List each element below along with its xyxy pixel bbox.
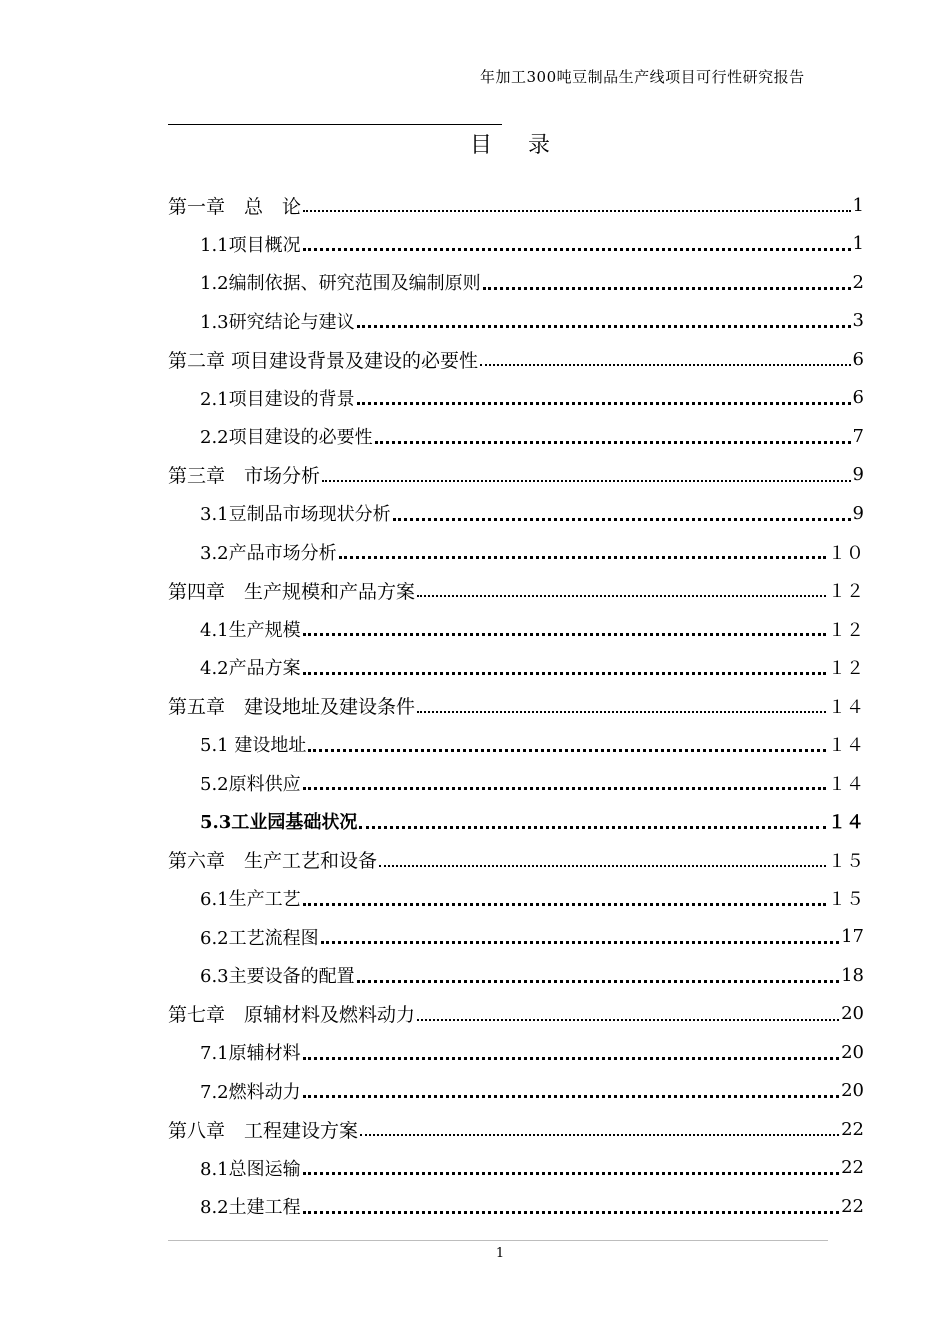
toc-entry-page: 9 — [852, 502, 864, 524]
toc-entry-page: 1 — [852, 194, 864, 216]
toc-section-entry[interactable] — [168, 225, 864, 264]
toc-entry-page: １０ — [828, 542, 864, 564]
toc-entry-page: 22 — [841, 1118, 864, 1140]
dot-leader — [322, 480, 851, 482]
toc-entry-page: 22 — [841, 1157, 864, 1179]
toc-entry-title: 5.3工业园基础状况 — [200, 812, 358, 834]
dot-leader — [359, 826, 826, 829]
page-number: 1 — [495, 1246, 505, 1261]
toc-entry-title: 3.2产品市场分析 — [200, 542, 337, 564]
toc-section-entry[interactable] — [168, 648, 864, 687]
dot-leader — [357, 402, 851, 405]
toc-section-entry[interactable] — [168, 918, 864, 957]
dot-leader — [417, 1019, 839, 1021]
toc-entry-title: 第二章 项目建设背景及建设的必要性 — [168, 349, 479, 372]
dot-leader — [379, 865, 826, 867]
toc-entry-title: 4.1生产规模 — [200, 619, 301, 641]
dot-leader — [339, 556, 826, 559]
toc-entry-title: 8.2土建工程 — [200, 1197, 301, 1219]
toc-entry-title: 7.2燃料动力 — [200, 1081, 301, 1103]
dot-leader — [417, 595, 826, 597]
toc-entry-page: 1 — [852, 233, 864, 255]
toc-section-entry[interactable] — [168, 956, 864, 995]
toc-entry-page: １４ — [828, 696, 864, 718]
toc-entry-title: 第四章 生产规模和产品方案 — [168, 580, 416, 603]
toc-entry-title: 7.1原辅材料 — [200, 1043, 301, 1065]
table-of-contents — [168, 186, 864, 1226]
toc-entry-title: 4.2产品方案 — [200, 658, 301, 680]
toc-section-entry[interactable] — [168, 764, 864, 803]
running-header: 年加工300吨豆制品生产线项目可行性研究报告 — [480, 68, 805, 86]
dot-leader — [357, 325, 851, 328]
toc-chapter-entry[interactable] — [168, 841, 864, 880]
toc-entry-title: 1.3研究结论与建议 — [200, 311, 355, 333]
toc-entry-page: 3 — [852, 310, 864, 332]
dot-leader — [321, 941, 839, 944]
toc-section-entry[interactable] — [168, 879, 864, 918]
dot-leader — [303, 210, 851, 212]
toc-entry-page: 6 — [852, 387, 864, 409]
toc-title: 目录 — [469, 133, 586, 158]
toc-entry-page: 9 — [852, 464, 864, 486]
toc-chapter-entry[interactable] — [168, 687, 864, 726]
toc-chapter-entry[interactable] — [168, 456, 864, 495]
toc-entry-page: １２ — [828, 658, 864, 680]
header-divider — [168, 124, 502, 125]
toc-entry-page: １４ — [828, 812, 864, 834]
toc-entry-title: 2.1项目建设的背景 — [200, 388, 355, 410]
toc-entry-page: 17 — [841, 926, 864, 948]
dot-leader — [393, 518, 851, 521]
toc-section-entry[interactable] — [168, 417, 864, 456]
toc-entry-title: 6.1生产工艺 — [200, 889, 301, 911]
dot-leader — [375, 441, 851, 444]
toc-section-entry[interactable] — [168, 494, 864, 533]
dot-leader — [360, 1134, 839, 1136]
toc-entry-page: 20 — [841, 1041, 864, 1063]
toc-section-entry[interactable] — [168, 1072, 864, 1111]
toc-entry-title: 6.3主要设备的配置 — [200, 966, 355, 988]
dot-leader — [303, 633, 826, 636]
toc-entry-page: 7 — [852, 425, 864, 447]
toc-entry-page: １４ — [828, 773, 864, 795]
toc-chapter-entry[interactable] — [168, 340, 864, 379]
toc-entry-page: １５ — [828, 889, 864, 911]
toc-section-entry[interactable] — [168, 1187, 864, 1226]
toc-entry-title: 3.1豆制品市场现状分析 — [200, 504, 391, 526]
toc-entry-title: 2.2项目建设的必要性 — [200, 427, 373, 449]
dot-leader — [303, 1057, 839, 1060]
toc-entry-page: 18 — [841, 964, 864, 986]
toc-entry-page: 20 — [841, 1080, 864, 1102]
toc-entry-title: 第五章 建设地址及建设条件 — [168, 696, 416, 719]
toc-entry-title: 5.1 建设地址 — [200, 735, 307, 757]
toc-section-entry[interactable] — [168, 263, 864, 302]
toc-section-entry[interactable] — [168, 533, 864, 572]
toc-chapter-entry[interactable] — [168, 995, 864, 1034]
dot-leader — [303, 1095, 839, 1098]
dot-leader — [303, 672, 826, 675]
dot-leader — [417, 711, 826, 713]
toc-section-entry[interactable] — [168, 1149, 864, 1188]
dot-leader — [303, 903, 826, 906]
toc-section-entry[interactable] — [168, 1033, 864, 1072]
toc-section-entry[interactable] — [168, 379, 864, 418]
toc-chapter-entry[interactable] — [168, 186, 864, 225]
dot-leader — [480, 364, 851, 366]
toc-section-entry[interactable] — [168, 610, 864, 649]
toc-entry-page: 6 — [852, 348, 864, 370]
toc-section-entry[interactable] — [168, 802, 864, 841]
toc-chapter-entry[interactable] — [168, 571, 864, 610]
toc-entry-page: １２ — [828, 619, 864, 641]
dot-leader — [303, 787, 826, 790]
toc-entry-page: 2 — [852, 271, 864, 293]
footer-divider — [168, 1240, 828, 1241]
dot-leader — [308, 749, 826, 752]
toc-entry-title: 第六章 生产工艺和设备 — [168, 850, 378, 873]
dot-leader — [303, 1211, 839, 1214]
toc-entry-page: 22 — [841, 1195, 864, 1217]
toc-entry-title: 5.2原料供应 — [200, 773, 301, 795]
toc-entry-title: 8.1总图运输 — [200, 1158, 301, 1180]
toc-entry-page: １５ — [828, 850, 864, 872]
toc-section-entry[interactable] — [168, 725, 864, 764]
toc-entry-title: 第一章 总 论 — [168, 195, 302, 218]
toc-entry-title: 第三章 市场分析 — [168, 465, 321, 488]
toc-chapter-entry[interactable] — [168, 1110, 864, 1149]
toc-entry-page: 20 — [841, 1003, 864, 1025]
dot-leader — [483, 287, 851, 290]
toc-entry-title: 1.2编制依据、研究范围及编制原则 — [200, 273, 481, 295]
toc-section-entry[interactable] — [168, 302, 864, 341]
dot-leader — [303, 1172, 839, 1175]
toc-entry-page: １２ — [828, 581, 864, 603]
toc-entry-title: 1.1项目概况 — [200, 234, 301, 256]
toc-entry-page: １４ — [828, 735, 864, 757]
toc-entry-title: 第八章 工程建设方案 — [168, 1119, 359, 1142]
dot-leader — [357, 980, 839, 983]
toc-entry-title: 6.2工艺流程图 — [200, 927, 319, 949]
dot-leader — [303, 248, 851, 251]
toc-entry-title: 第七章 原辅材料及燃料动力 — [168, 1004, 416, 1027]
